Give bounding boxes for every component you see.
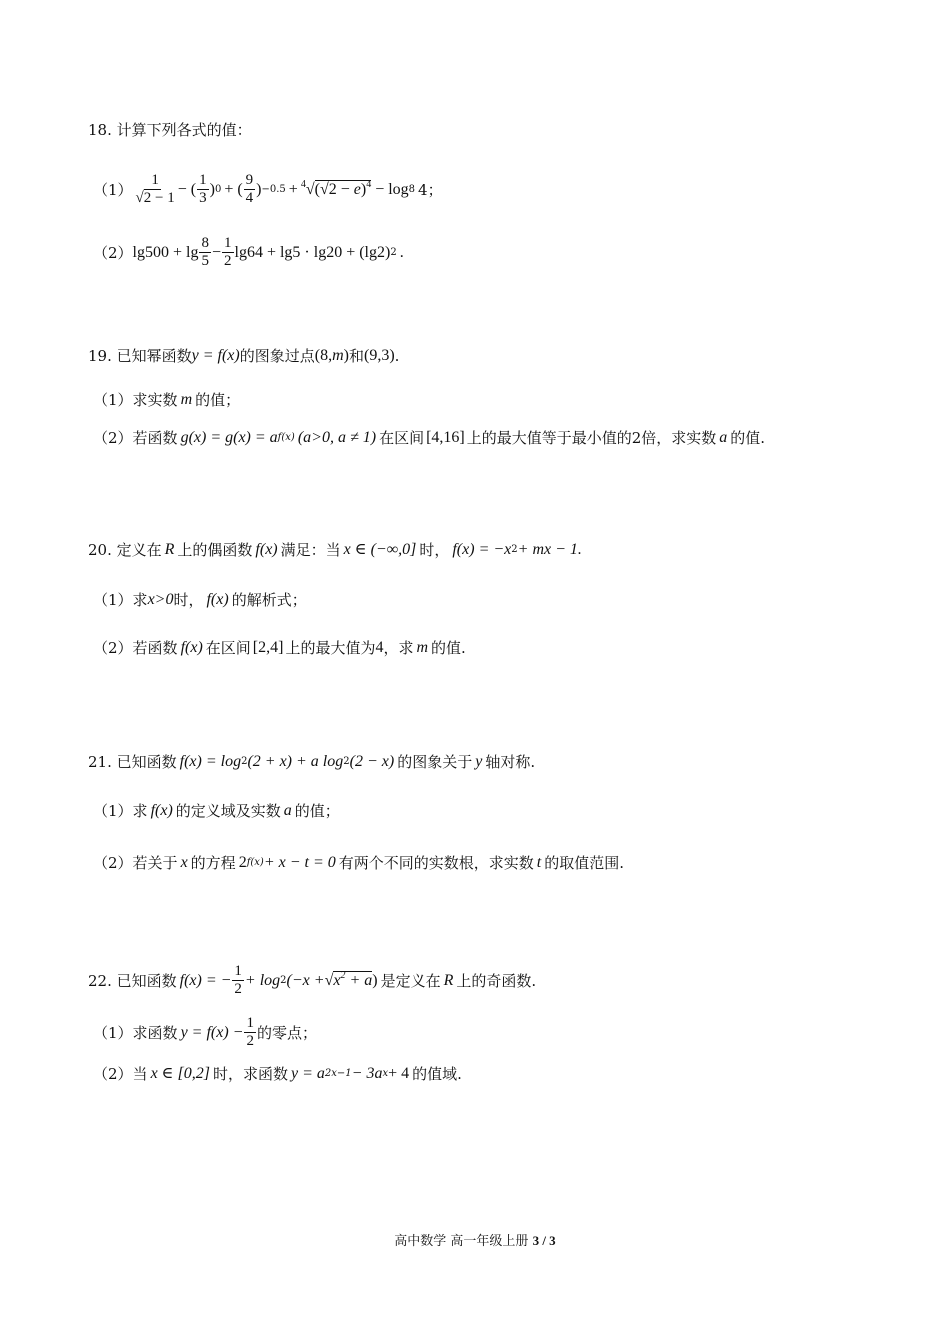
q20-title: 20. 定义在 R 上的偶函数 f(x) 满足：当 x ∈ (−∞,0] 时， f(x) = −x 2 + mx − 1.	[88, 541, 582, 559]
q21-title: 21. 已知函数 f(x) = log 2 (2 + x) + a log 2 (2 − x) 的图象关于 y 轴对称.	[88, 753, 536, 771]
q19-part1: （1） 求实数 m 的值；	[93, 391, 241, 409]
q19-part2: （2） 若函数 g(x) = g(x) = a f(x) (a>0, a ≠ 1) 在区间 [4,16] 上的最大值等于最小值的2倍，求实数 a 的值.	[93, 429, 766, 447]
q20-part1: （1） 求 x>0 时， f(x) 的解析式；	[93, 591, 307, 609]
fraction: $\frac{1}{3}$	[199, 172, 207, 206]
q22-title: 22. 已知函数 f(x) = − $\frac{1}{2}$ + log 2 (−x + $√x^2 + a$ ) 是定义在 R 上的奇函数.	[88, 963, 537, 997]
fraction: $\frac{1}{2}$	[246, 1015, 254, 1049]
fraction: $\frac{8}{5}$	[201, 235, 209, 269]
fraction: $\frac{1}{2}$	[224, 235, 232, 269]
page-number: 3 / 3	[532, 1233, 556, 1248]
q20-part2: （2） 若函数 f(x) 在区间 [2,4] 上的最大值为 4 ，求 m 的值.	[93, 639, 466, 657]
fraction: $\frac{9}{4}$	[245, 172, 254, 206]
q18-part1: （1） $\frac{1}{√2 - 1}$ − ( $\frac{1}{3}$ ) 0 + ( $\frac{9}{4}$ ) −0.5 + $^4√(√2 - e)^4$ − log 8 4；	[93, 172, 443, 206]
fraction: $\frac{1}{√2 - 1}$	[135, 172, 175, 206]
q18-part2: （2） lg500 + lg $\frac{8}{5}$ − $\frac{1}{2}$ lg64 + lg5 · lg20 + (lg2) 2 .	[93, 235, 404, 269]
q22-part1: （1） 求函数 y = f(x) − $\frac{1}{2}$ 的零点；	[93, 1015, 317, 1049]
q22-part2: （2） 当 x ∈ [0,2] 时，求函数 y = a 2x−1 − 3a x + 4 的值域.	[93, 1065, 462, 1083]
fraction: $\frac{1}{2}$	[234, 963, 242, 997]
q19-title: 19. 已知幂函数 y = f(x) 的图象过点 (8, m ) 和 (9,3) .	[88, 347, 400, 365]
q21-part1: （1） 求 f(x) 的定义域及实数 a 的值；	[93, 802, 340, 820]
square-root: $√x^2 + a$	[324, 969, 373, 989]
q18-title: 18. 计算下列各式的值：	[88, 121, 252, 139]
fourth-root: $^4√(√2 - e)^4$	[300, 178, 372, 198]
q21-part2: （2） 若关于 x 的方程 2 f(x) + x − t = 0 有两个不同的实数根，求实数 t 的取值范围.	[93, 854, 625, 872]
page-footer: 高中数学 高一年级上册 3 / 3	[394, 1233, 556, 1249]
